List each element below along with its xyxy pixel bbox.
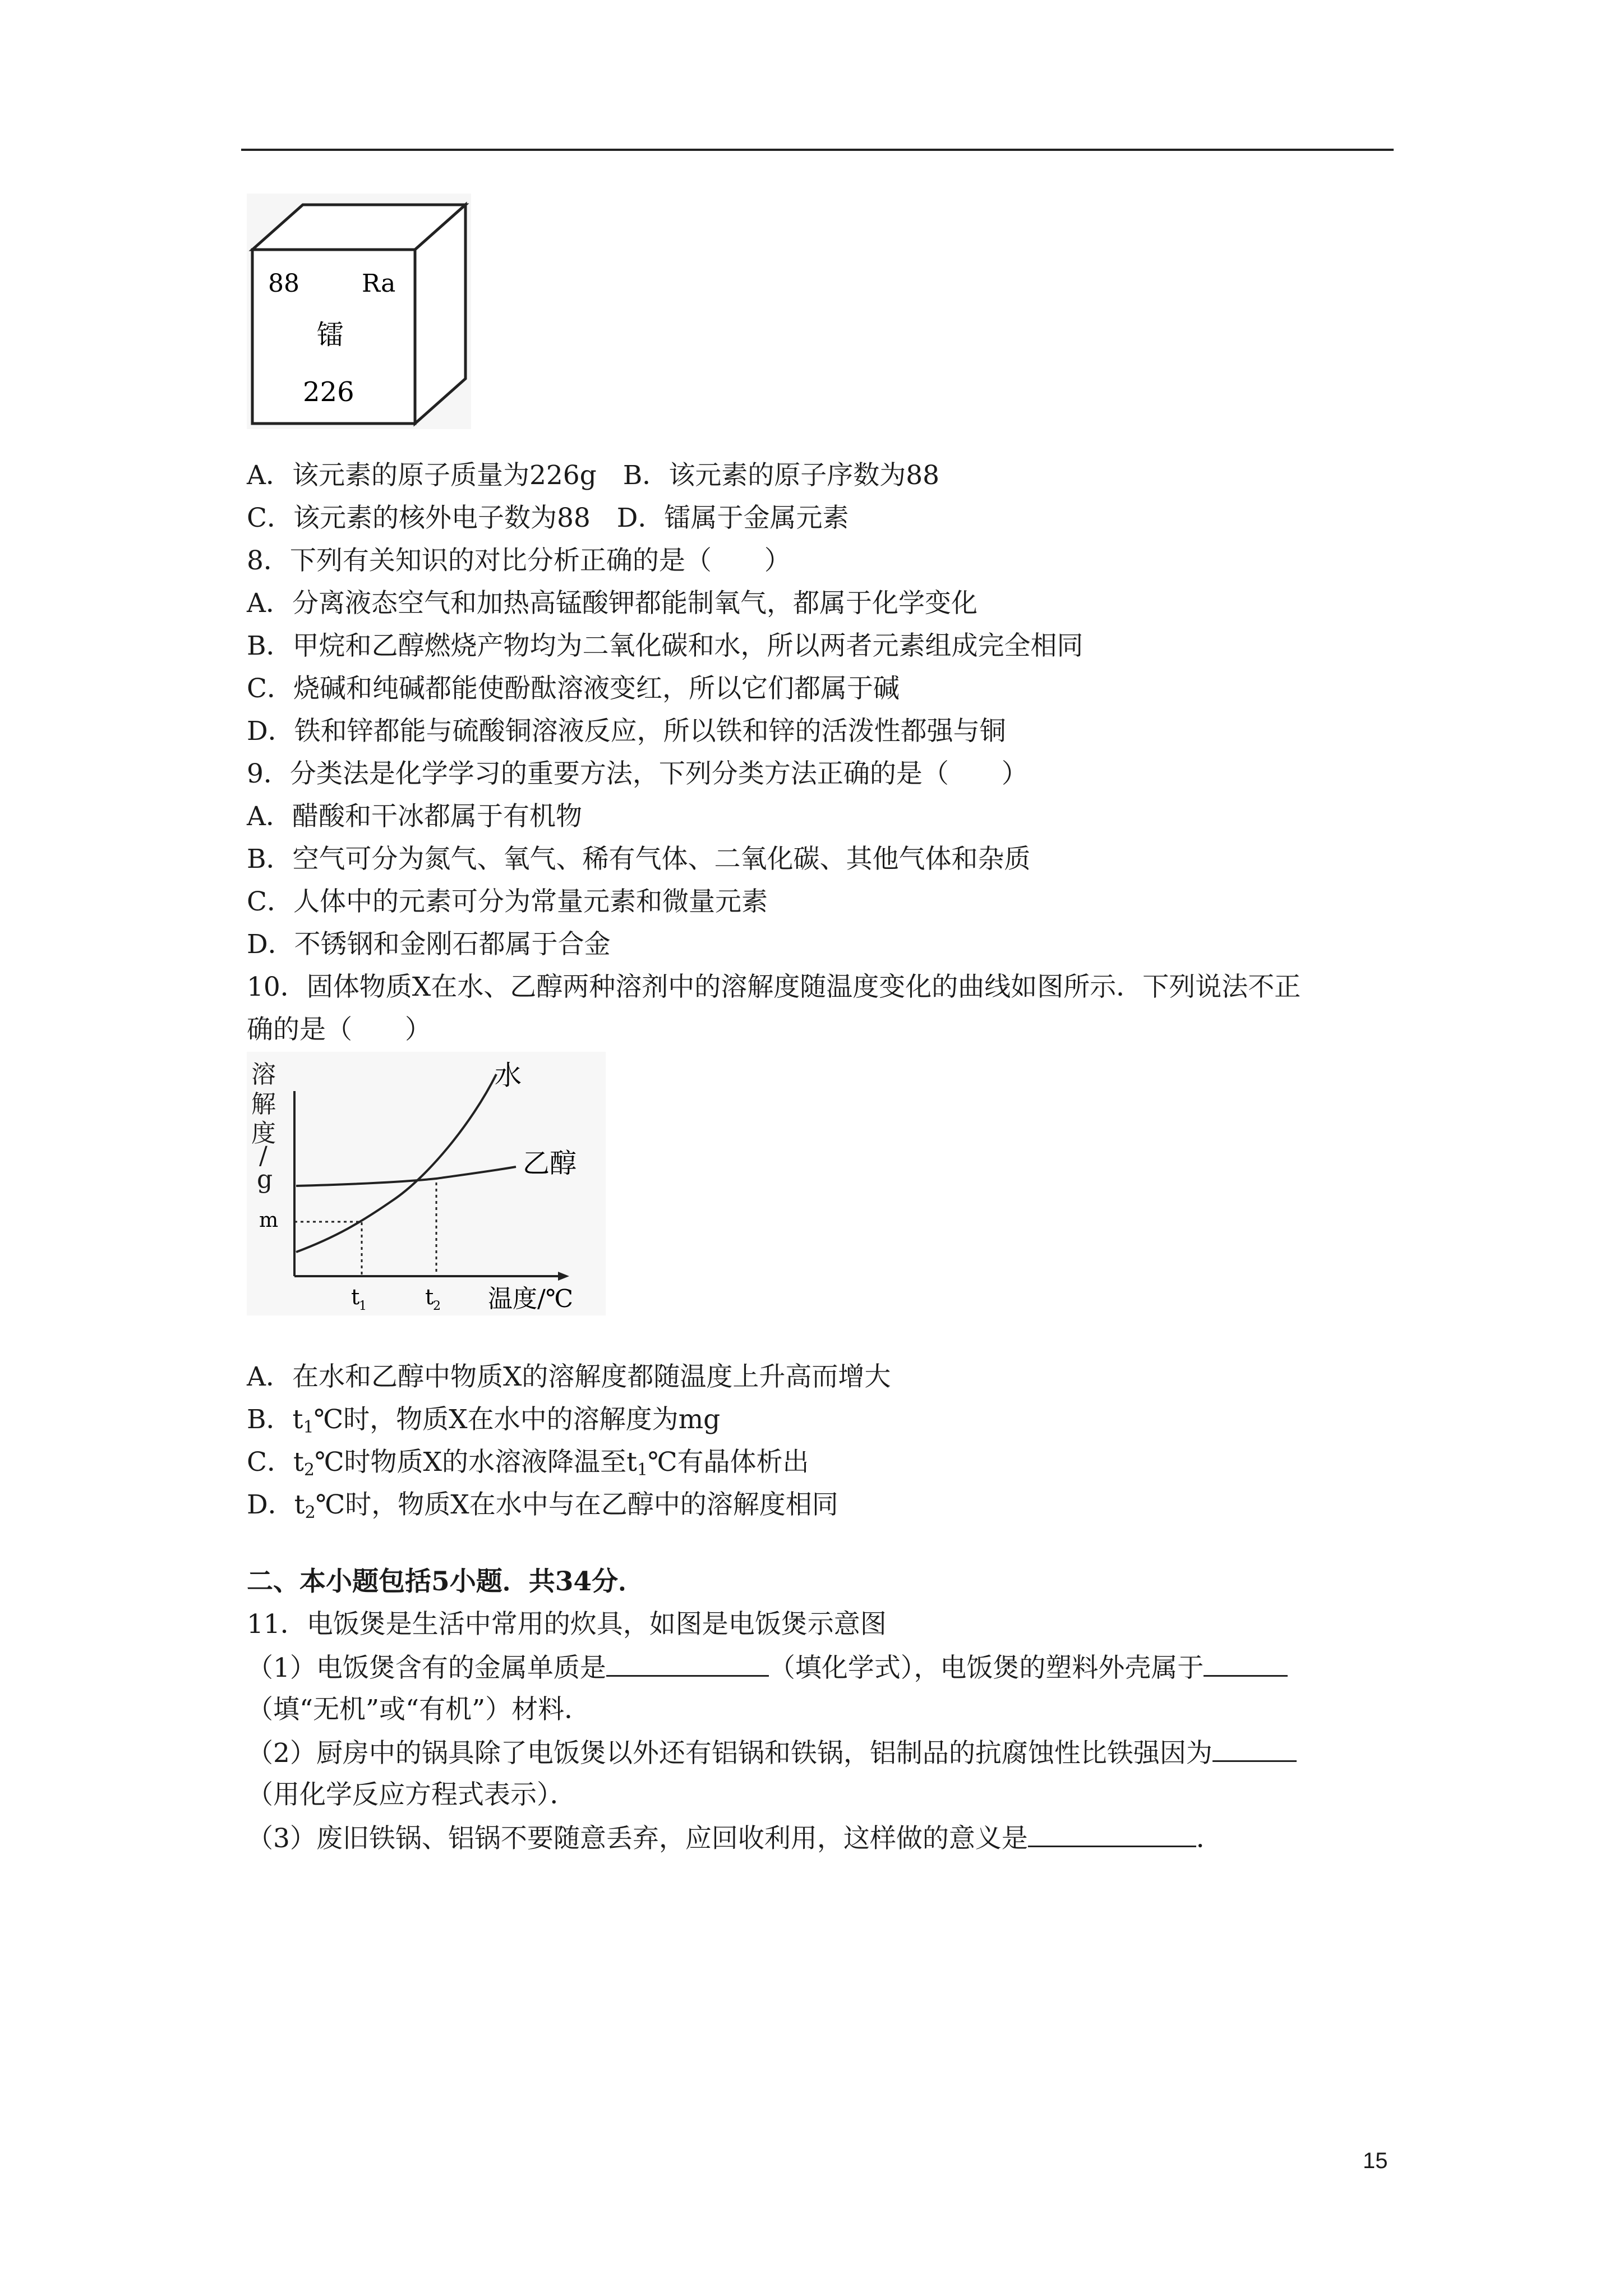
y-label-char-2: 解 <box>251 1090 276 1119</box>
q7-options-row2: C．该元素的核外电子数为88 D．镭属于金属元素 <box>247 503 849 533</box>
q9-option-d: D．不锈钢和金刚石都属于合金 <box>247 929 611 960</box>
q11-part2-cont: （用化学反应方程式表示）． <box>247 1779 577 1810</box>
element-mass: 226 <box>303 376 354 408</box>
q11-part1: （1）电饭煲含有的金属单质是 （填化学式），电饭煲的塑料外壳属于 <box>247 1650 1288 1685</box>
svg-text:1: 1 <box>359 1299 367 1313</box>
q10-stem-line2: 确的是（ ） <box>247 1014 431 1045</box>
element-name: 镭 <box>317 319 344 351</box>
q9-option-c: C．人体中的元素可分为常量元素和微量元素 <box>247 886 768 917</box>
answer-blank-metal[interactable] <box>606 1650 769 1677</box>
y-tick-m: m <box>259 1209 279 1232</box>
q10-option-b: B．$t_1℃$时，物质X在水中的溶解度为mg <box>247 1404 721 1437</box>
y-label-char-4: / <box>259 1142 268 1170</box>
q11-stem: 11．电饭煲是生活中常用的炊具，如图是电饭煲示意图 <box>247 1609 887 1640</box>
q9-option-a: A．醋酸和干冰都属于有机物 <box>247 801 582 832</box>
q8-option-d: D．铁和锌都能与硫酸铜溶液反应，所以铁和锌的活泼性都强与铜 <box>247 716 1006 747</box>
q11-part3: （3）废旧铁锅、铝锅不要随意丢弃，应回收利用，这样做的意义是 ． <box>247 1821 1223 1856</box>
q10-option-a: A．在水和乙醇中物质X的溶解度都随温度上升高而增大 <box>247 1361 891 1392</box>
answer-blank-equation[interactable] <box>1212 1736 1297 1762</box>
label-ethanol: 乙醇 <box>523 1148 577 1179</box>
q9-stem: 9．分类法是化学学习的重要方法，下列分类方法正确的是（ ） <box>247 758 1028 789</box>
page-number: 15 <box>1363 2148 1388 2173</box>
element-symbol: Ra <box>362 269 396 298</box>
y-label-char-3: 度 <box>251 1119 276 1148</box>
header-rule <box>241 149 1394 151</box>
svg-text:t: t <box>425 1285 434 1309</box>
q10-stem-line1: 10．固体物质X在水、乙醇两种溶剂中的溶解度随温度变化的曲线如图所示．下列说法不正 <box>247 972 1301 1002</box>
y-label-char-1: 溶 <box>251 1060 276 1089</box>
q11-part1-cont: （填“无机”或“有机”）材料． <box>247 1694 591 1725</box>
q8-stem: 8．下列有关知识的对比分析正确的是（ ） <box>247 545 791 576</box>
q7-options-row1: A．该元素的原子质量为226g B．该元素的原子序数为88 <box>247 460 940 491</box>
y-label-char-5: g <box>257 1165 273 1194</box>
q8-option-a: A．分离液态空气和加热高锰酸钾都能制氧气，都属于化学变化 <box>247 588 978 619</box>
section2-heading: 二、本小题包括5小题．共34分． <box>247 1566 645 1597</box>
label-water: 水 <box>495 1060 522 1091</box>
answer-blank-significance[interactable] <box>1028 1821 1196 1847</box>
q8-option-b: B．甲烷和乙醇燃烧产物均为二氧化碳和水，所以两者元素组成完全相同 <box>247 631 1083 661</box>
q10-option-c: C．$t_2℃$时物质X的水溶液降温至$t_1℃$有晶体析出 <box>247 1447 809 1480</box>
x-axis-label: 温度/℃ <box>488 1285 574 1313</box>
q10-option-d: D．$t_2℃$时，物质X在水中与在乙醇中的溶解度相同 <box>247 1489 838 1522</box>
element-card-figure <box>247 194 471 429</box>
solubility-chart <box>247 1052 606 1315</box>
element-number: 88 <box>268 269 299 298</box>
svg-text:2: 2 <box>433 1299 441 1313</box>
q8-option-c: C．烧碱和纯碱都能使酚酞溶液变红，所以它们都属于碱 <box>247 673 900 704</box>
q11-part2: （2）厨房中的锅具除了电饭煲以外还有铝锅和铁锅，铝制品的抗腐蚀性比铁强因为 <box>247 1736 1297 1770</box>
q9-option-b: B．空气可分为氮气、氧气、稀有气体、二氧化碳、其他气体和杂质 <box>247 844 1031 875</box>
answer-blank-material[interactable] <box>1204 1650 1288 1677</box>
svg-text:t: t <box>351 1285 360 1309</box>
